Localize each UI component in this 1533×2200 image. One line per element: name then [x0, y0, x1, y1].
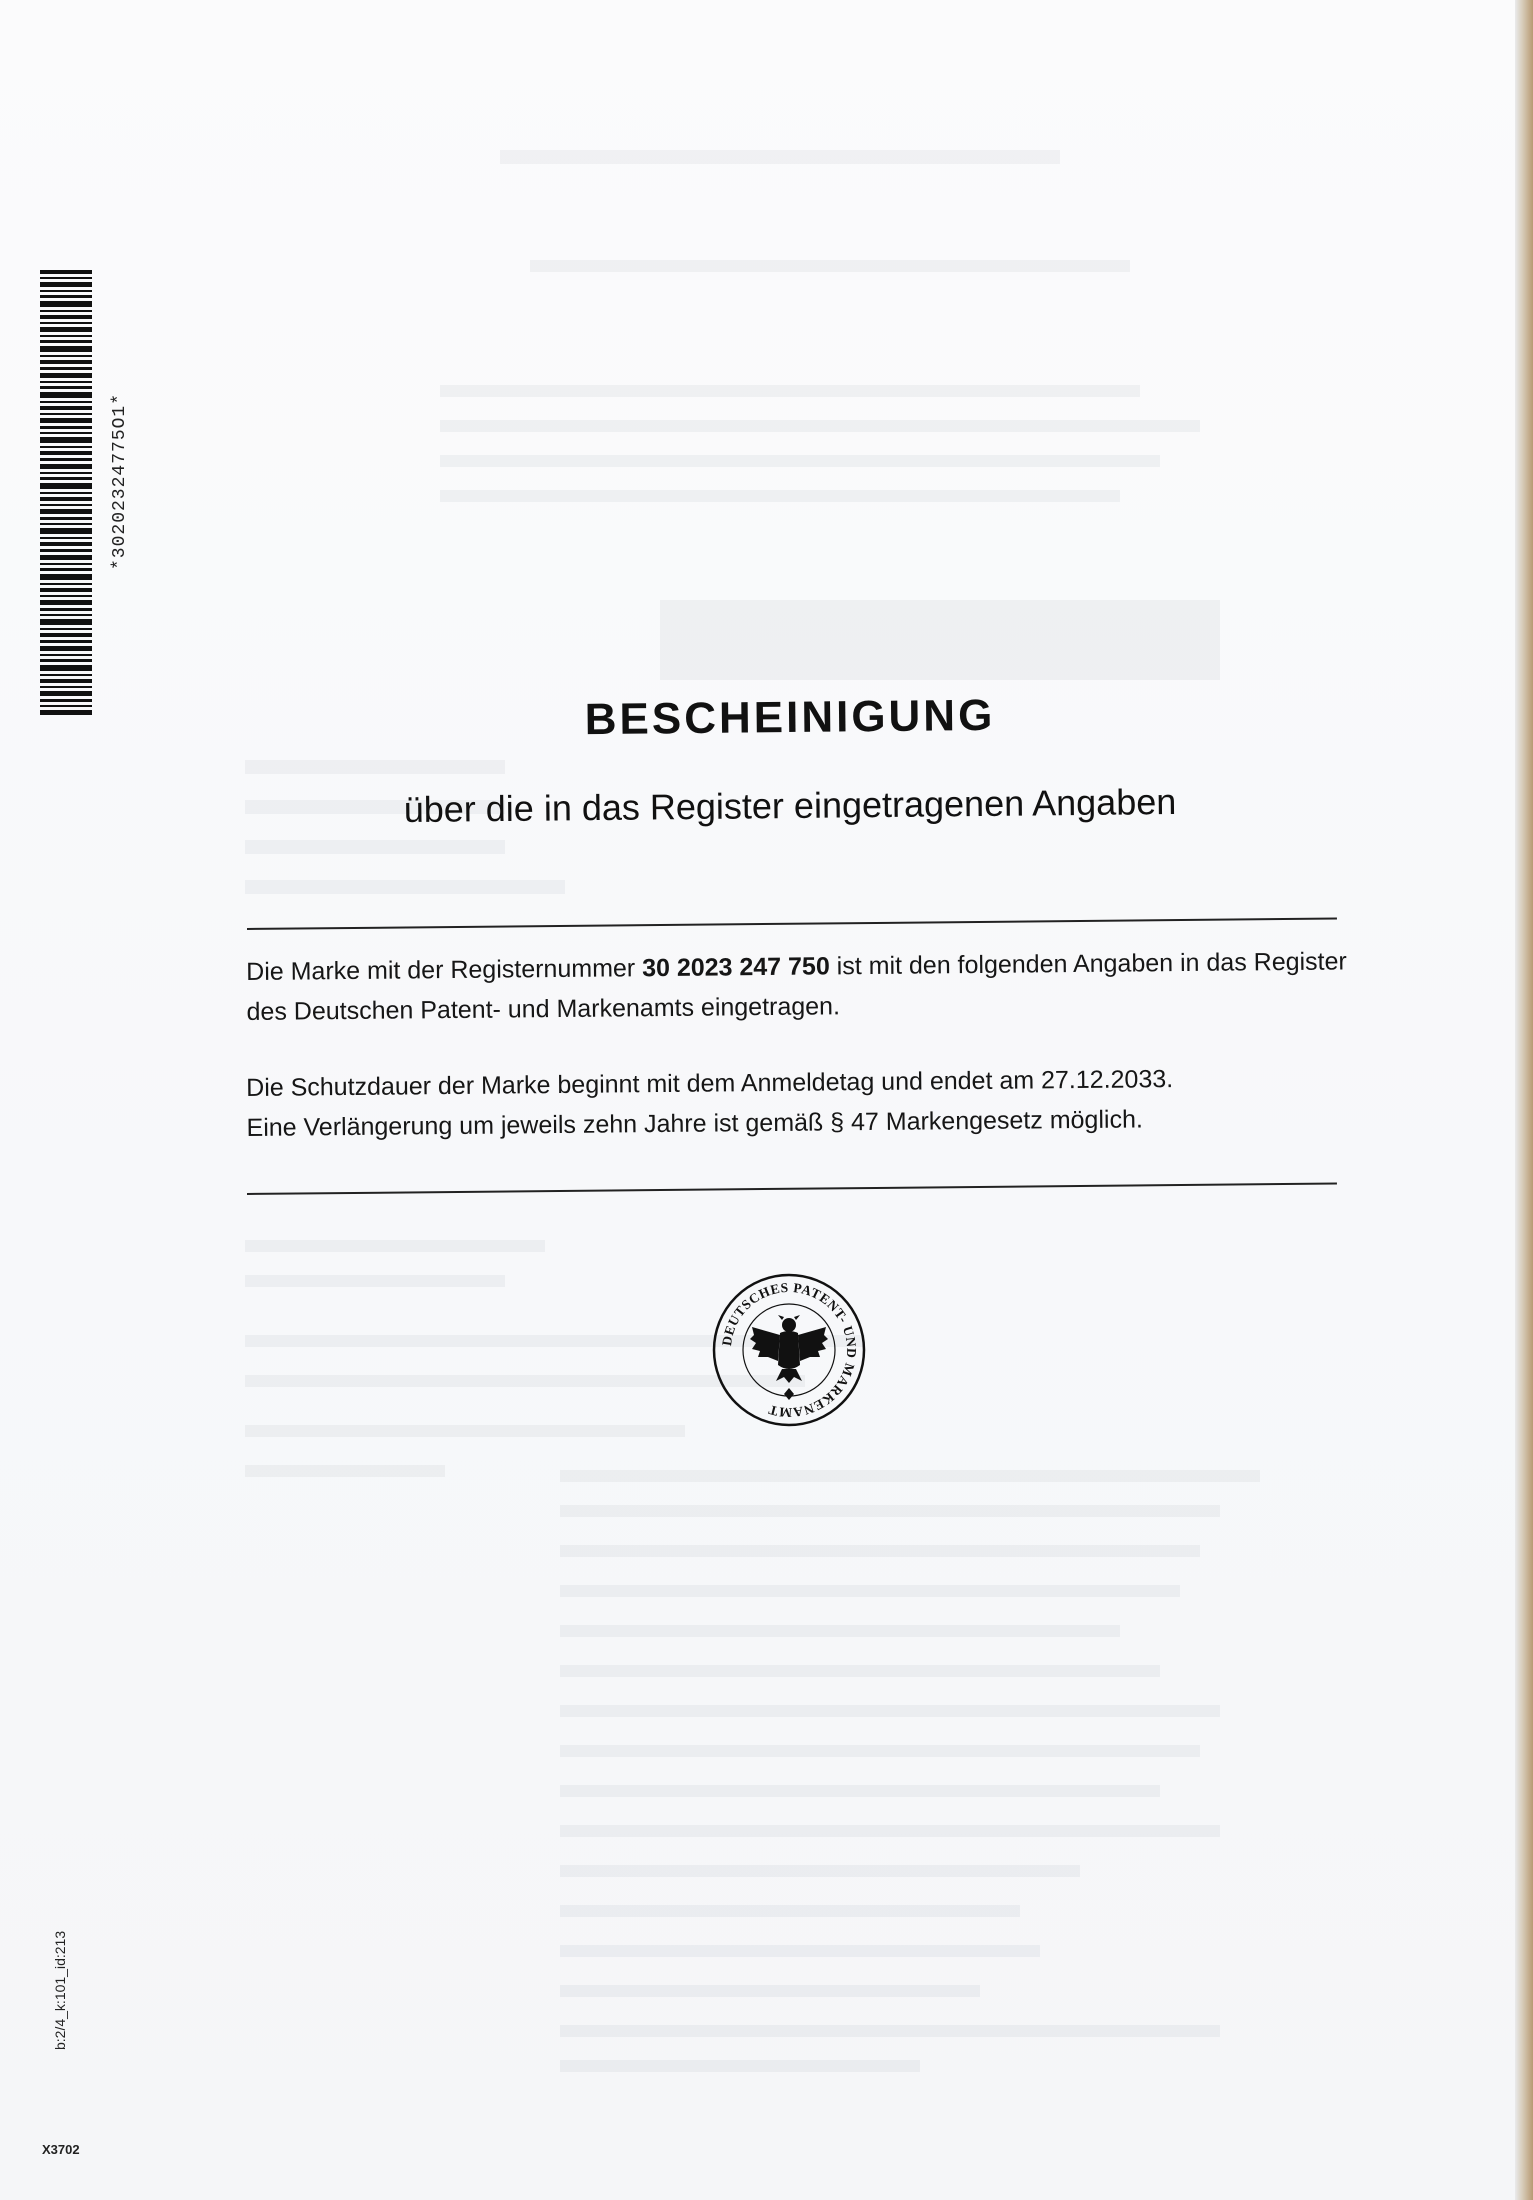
- barcode-number: *30202324775O1*: [110, 392, 130, 570]
- document-title: BESCHEINIGUNG: [584, 690, 996, 745]
- register-number: 30 2023 247 750: [641, 952, 830, 983]
- side-reference-code: b:2/4_k:101_id:213: [52, 1930, 68, 2050]
- eagle-icon: [750, 1315, 828, 1383]
- form-code: X3702: [42, 2142, 80, 2157]
- document-subtitle: über die in das Register eingetragenen Angaben: [403, 780, 1177, 831]
- seal-text: DEUTSCHES PATENT- UND MARKENAMT: [719, 1279, 860, 1421]
- registration-text-after: ist mit den folgenden Angaben in das Register des Deutschen Patent- und Markenamts eingetragen.: [246, 947, 1347, 1026]
- barcode: [40, 270, 92, 715]
- dpma-seal: [712, 1273, 866, 1427]
- registration-paragraph: [246, 941, 1357, 1032]
- registration-text-before: Die Marke mit der Registernummer: [246, 954, 643, 986]
- diamond-icon: [784, 1388, 794, 1400]
- protection-duration-line: Die Schutzdauer der Marke beginnt mit dem Anmeldetag und endet am 27.12.2033.: [246, 1065, 1174, 1102]
- renewal-line: Eine Verlängerung um jeweils zehn Jahre ist gemäß § 47 Markengesetz möglich.: [246, 1105, 1143, 1142]
- protection-paragraph: [246, 1057, 1357, 1148]
